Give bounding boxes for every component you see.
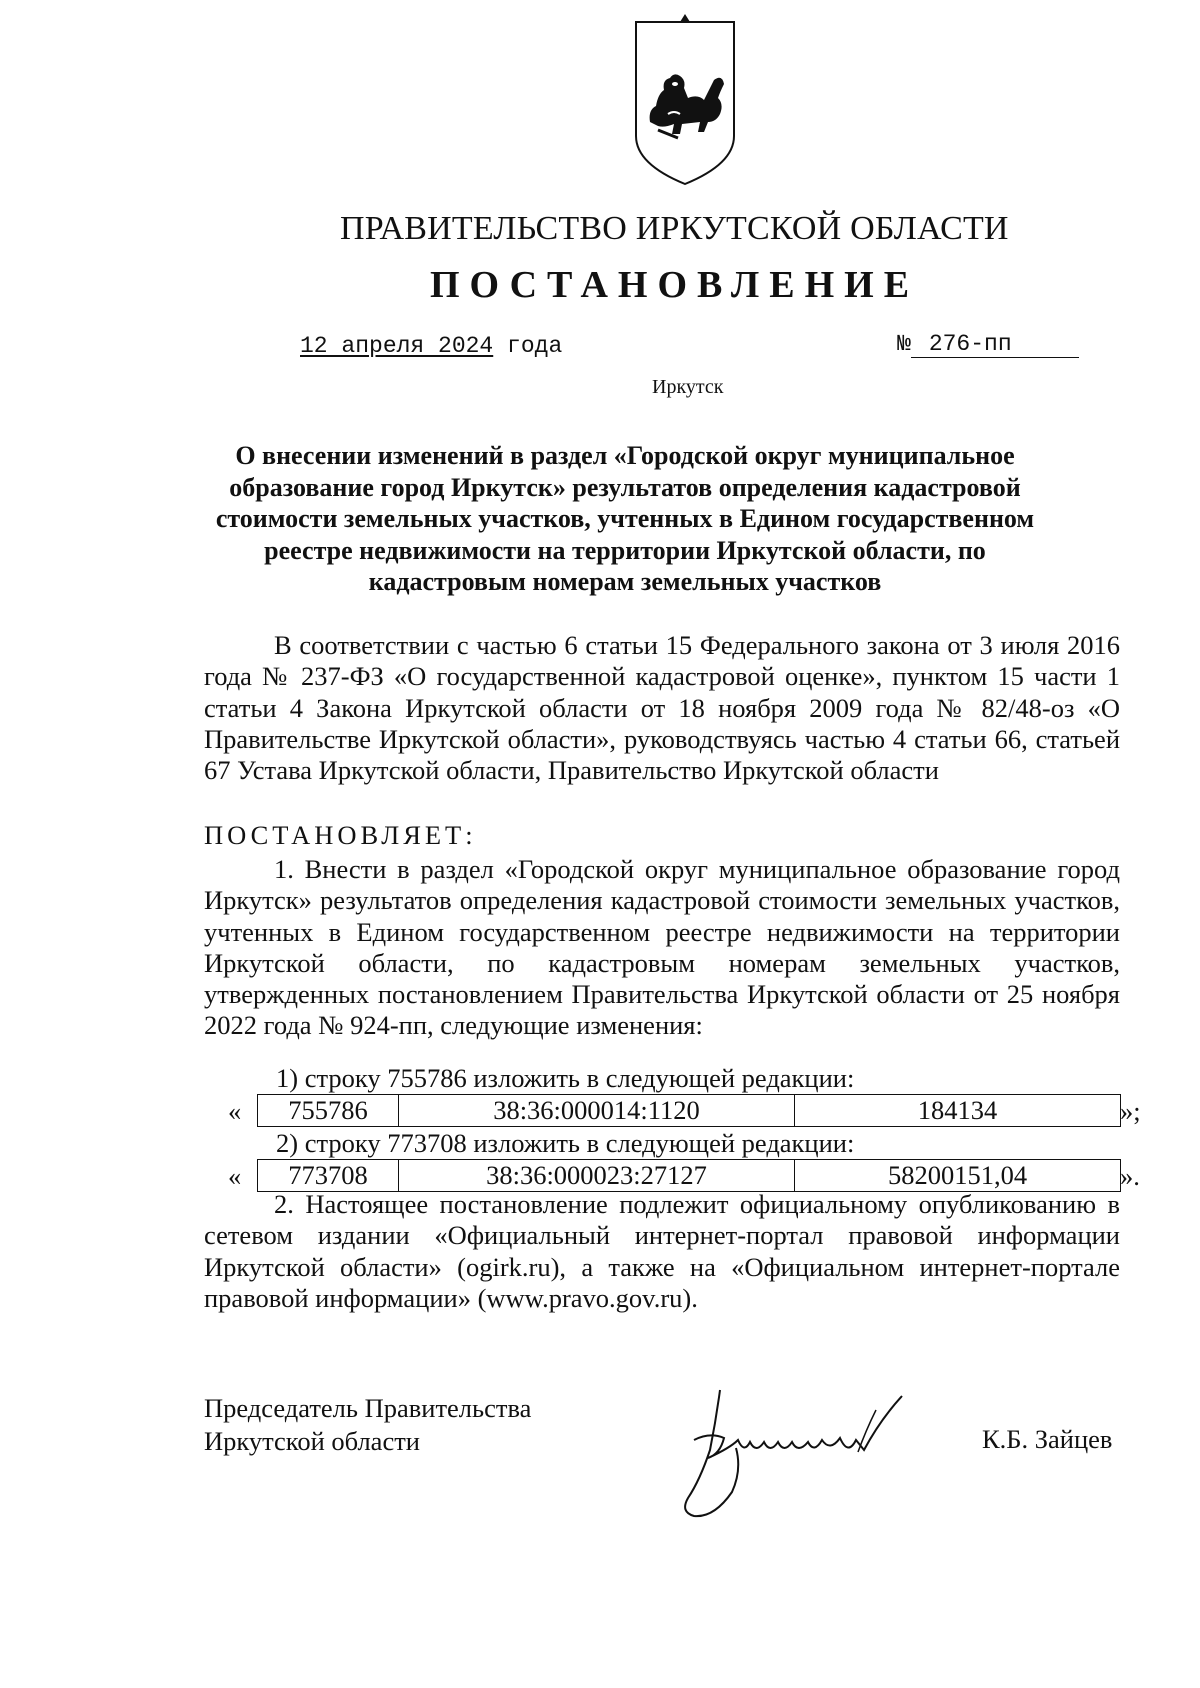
- subitem-2: 2) строку 773708 изложить в следующей редакции:: [276, 1128, 855, 1158]
- position-line-2: Иркутской области: [204, 1426, 420, 1456]
- resolves-label: ПОСТАНОВЛЯЕТ:: [204, 820, 477, 850]
- document-type-title: ПОСТАНОВЛЕНИЕ: [430, 264, 920, 306]
- preamble-paragraph: В соответствии с частью 6 статьи 15 Федерального закона от 3 июля 2016 года № 237-ФЗ «О государственной кадастровой оценке», пунктом 15 части 1 статьи 4 Закона Иркутской области от 18 ноября 2009 года № 82/48-оз «О Правительстве Иркутской области», руководствуясь частью 4 статьи 66, статьей 67 Устава Иркутской области, Правительство Иркутской области: [204, 630, 1120, 786]
- cadastral-value-cell: 184134: [795, 1095, 1121, 1127]
- position-line-1: Председатель Правительства: [204, 1393, 532, 1423]
- coat-of-arms-emblem: [628, 14, 742, 190]
- cadastral-table: [257, 1159, 1121, 1192]
- handwritten-signature: [680, 1380, 950, 1530]
- document-city: Иркутск: [652, 376, 724, 398]
- cadastral-number-cell: 38:36:000023:27127: [399, 1160, 795, 1192]
- document-number: [897, 331, 1079, 358]
- government-title: ПРАВИТЕЛЬСТВО ИРКУТСКОЙ ОБЛАСТИ: [340, 210, 1009, 247]
- item-1-paragraph: 1. Внести в раздел «Городской округ муниципальное образование город Иркутск» результатов определения кадастровой стоимости земельных участков, учтенных в Едином государственном реестре недвижимости на территории Иркутской области, по кадастровым номерам земельных участков, утвержденных постановлением Правительства Иркутской области от 25 ноября 2022 года № 924-пп, следующие изменения:: [204, 854, 1120, 1041]
- document-heading: О внесении изменений в раздел «Городской округ муниципальное образование город Иркутск» результатов определения кадастровой стоимости земельных участков, учтенных в Едином государственном реестре недвижимости на территории Иркутской области, по кадастровым номерам земельных участков: [215, 441, 1035, 596]
- number-value: 276-пп: [911, 331, 1079, 358]
- quote-open: «: [228, 1096, 242, 1126]
- quote-close: ».: [1120, 1161, 1140, 1191]
- signatory-position: [204, 1392, 531, 1458]
- number-label: №: [897, 331, 911, 357]
- table-row: [228, 1094, 1141, 1128]
- subitem-1: 1) строку 755786 изложить в следующей редакции:: [276, 1063, 855, 1093]
- item-2-paragraph: 2. Настоящее постановление подлежит официальному опубликованию в сетевом издании «Официальный интернет-портал правовой информации Иркутской области» (ogirk.ru), а также на «Официальном интернет-портале правовой информации» (www.pravo.gov.ru).: [204, 1189, 1120, 1313]
- cadastral-number-cell: 38:36:000014:1120: [399, 1095, 795, 1127]
- cadastral-value-cell: 58200151,04: [795, 1160, 1121, 1192]
- cadastral-table: [257, 1094, 1121, 1127]
- date-filled: 12 апреля 2024: [300, 333, 494, 359]
- signatory-name: К.Б. Зайцев: [982, 1424, 1113, 1454]
- table-row: [228, 1159, 1140, 1193]
- date-suffix: года: [493, 333, 563, 359]
- document-date: [300, 333, 562, 359]
- row-number-cell: 773708: [258, 1160, 399, 1192]
- quote-open: «: [228, 1161, 242, 1191]
- quote-close: »;: [1120, 1096, 1141, 1126]
- row-number-cell: 755786: [258, 1095, 399, 1127]
